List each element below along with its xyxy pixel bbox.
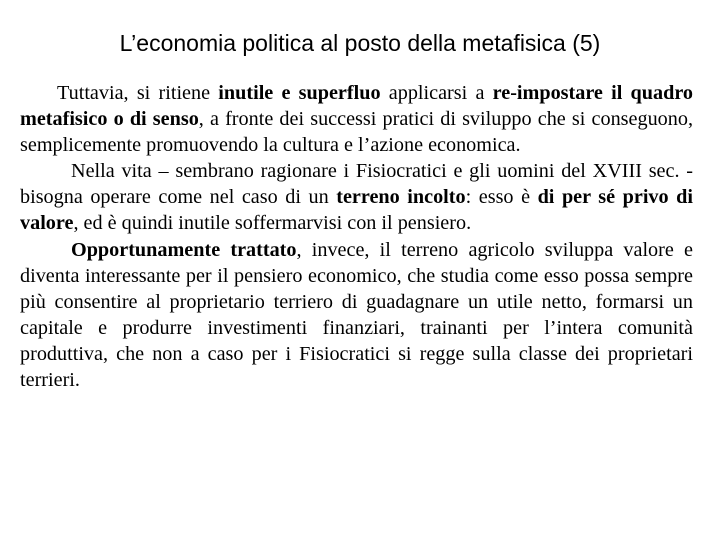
paragraph-2-text: : esso è [465,186,538,209]
paragraph-1-bold-quadro: re-impostare il quadro metafisico o di senso [20,82,694,131]
slide-title: L’economia politica al posto della metafisica (5) [119,30,601,56]
slide-body [20,80,693,393]
paragraph-3 [20,237,693,394]
paragraph-2-text: , ed è quindi inutile soffermarvisi con il pensiero. [73,212,472,235]
paragraph-1 [20,80,693,158]
paragraph-2-bold-privo: di per sé privo di valore [20,186,693,235]
paragraph-2-bold-terreno: terreno incolto [336,186,466,209]
paragraph-2-text: Nella vita – sembrano ragionare i Fisiocratici e gli uomini del XVIII sec. - bisogna operare come nel caso di un [20,160,693,209]
paragraph-1-bold-inutile: inutile e superfluo [218,82,381,104]
paragraph-3-bold-opportunamente: Opportunamente trattato [71,238,297,261]
paragraph-2 [20,158,693,236]
paragraph-1-text: applicarsi a [380,82,493,104]
paragraph-1-text: , a fronte dei successi pratici di sviluppo che si conseguono, semplicemente promuovendo la cultura e l’azione economica. [20,108,693,157]
paragraph-3-text: , invece, il terreno agricolo sviluppa valore e diventa interessante per il pensiero economico, che studia come esso possa sempre più consentire al proprietario terriero di guadagnare un utile netto, formarsi un capitale e produrre investimenti finanziari, trainanti per l’intera comunità produttiva, che non a caso per i Fisiocratici si regge sulla classe dei proprietari terrieri. [20,238,693,392]
paragraph-1-text: Tuttavia, si ritiene [57,82,219,104]
